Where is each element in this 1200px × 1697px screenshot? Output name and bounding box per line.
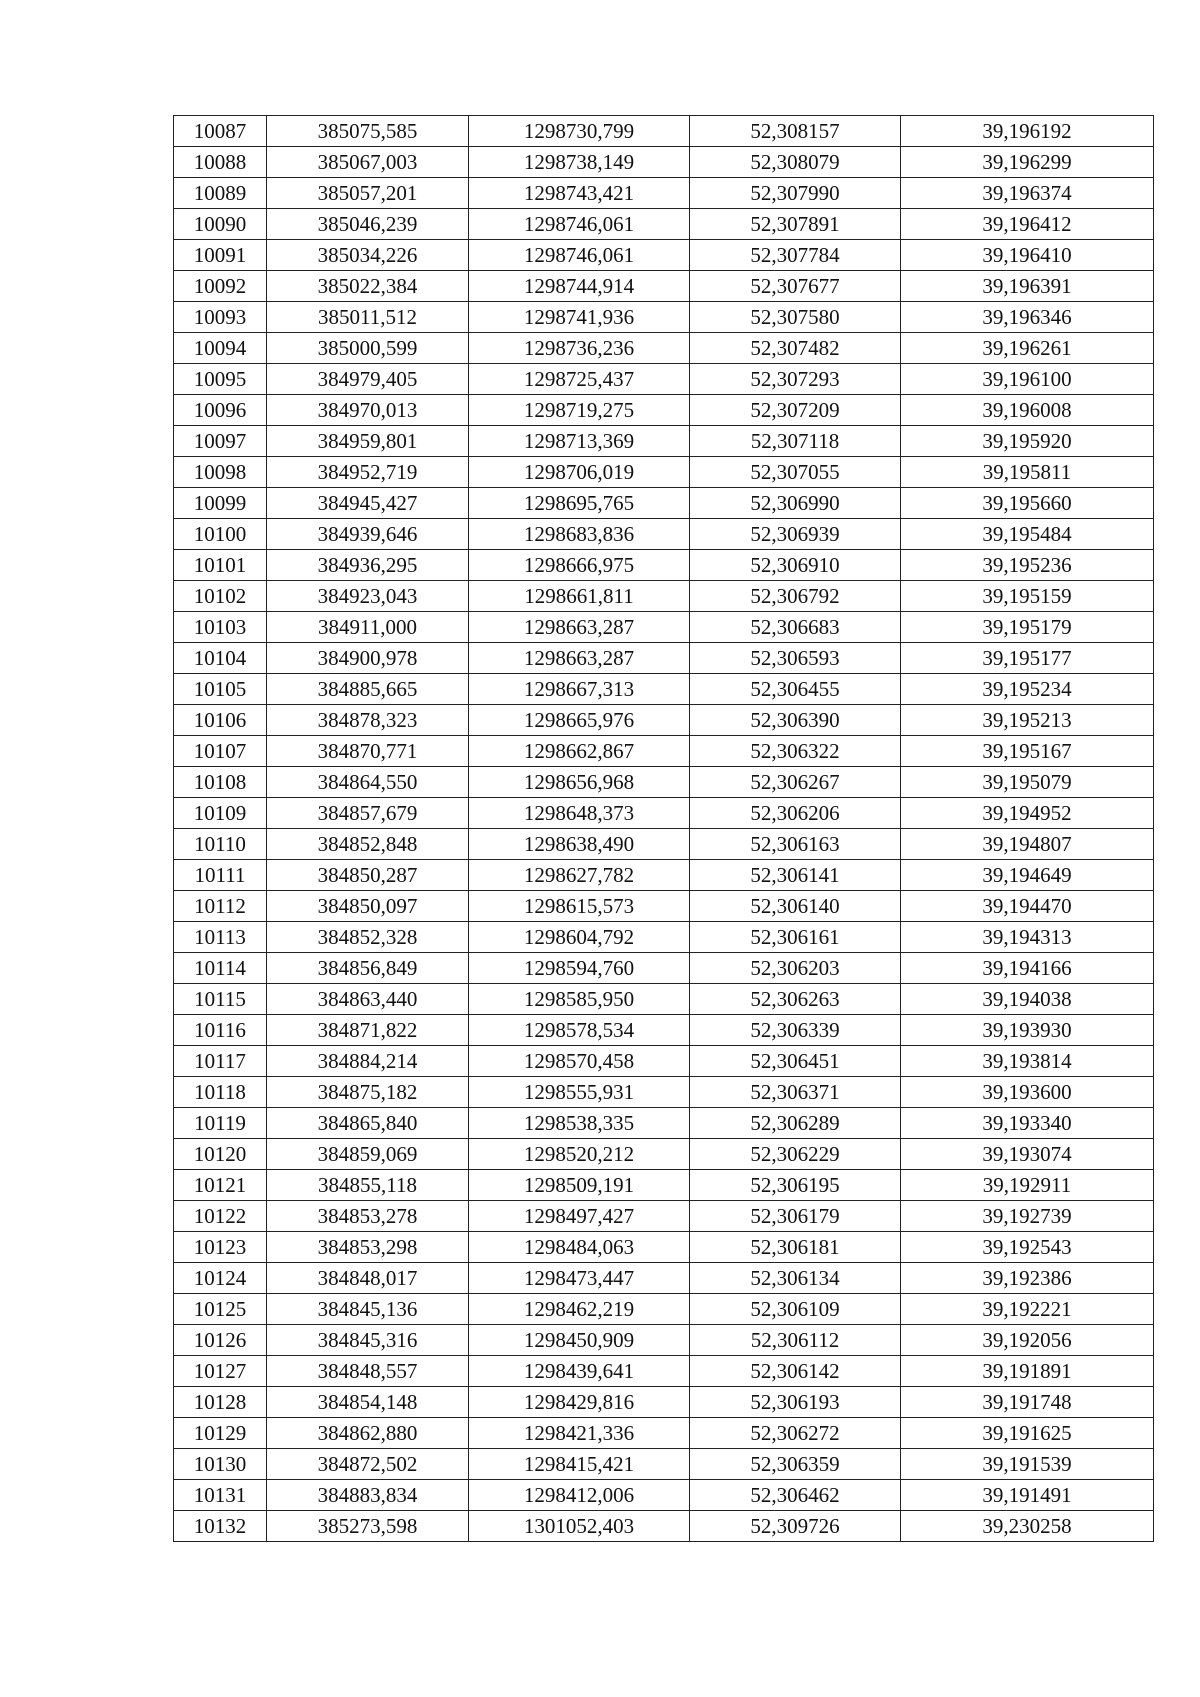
cell-longitude: 39,192056 <box>901 1325 1154 1356</box>
cell-point-number: 10100 <box>174 519 267 550</box>
cell-y-coordinate: 1298730,799 <box>469 116 690 147</box>
cell-x-coordinate: 385034,226 <box>267 240 469 271</box>
cell-y-coordinate: 1298746,061 <box>469 240 690 271</box>
cell-latitude: 52,306206 <box>690 798 901 829</box>
cell-y-coordinate: 1298744,914 <box>469 271 690 302</box>
cell-x-coordinate: 385011,512 <box>267 302 469 333</box>
cell-x-coordinate: 384864,550 <box>267 767 469 798</box>
cell-latitude: 52,307209 <box>690 395 901 426</box>
cell-point-number: 10105 <box>174 674 267 705</box>
cell-latitude: 52,307293 <box>690 364 901 395</box>
cell-y-coordinate: 1298538,335 <box>469 1108 690 1139</box>
table-row <box>174 519 1154 550</box>
cell-latitude: 52,306134 <box>690 1263 901 1294</box>
cell-latitude: 52,306451 <box>690 1046 901 1077</box>
cell-x-coordinate: 385022,384 <box>267 271 469 302</box>
cell-point-number: 10095 <box>174 364 267 395</box>
cell-latitude: 52,307482 <box>690 333 901 364</box>
cell-y-coordinate: 1298520,212 <box>469 1139 690 1170</box>
cell-point-number: 10131 <box>174 1480 267 1511</box>
cell-point-number: 10120 <box>174 1139 267 1170</box>
cell-latitude: 52,306263 <box>690 984 901 1015</box>
coordinates-table <box>173 115 1154 1542</box>
cell-x-coordinate: 384911,000 <box>267 612 469 643</box>
cell-longitude: 39,196008 <box>901 395 1154 426</box>
cell-latitude: 52,306910 <box>690 550 901 581</box>
cell-y-coordinate: 1298695,765 <box>469 488 690 519</box>
cell-longitude: 39,230258 <box>901 1511 1154 1542</box>
table-row <box>174 1387 1154 1418</box>
cell-point-number: 10125 <box>174 1294 267 1325</box>
cell-latitude: 52,306267 <box>690 767 901 798</box>
cell-point-number: 10126 <box>174 1325 267 1356</box>
cell-x-coordinate: 384853,298 <box>267 1232 469 1263</box>
cell-longitude: 39,196299 <box>901 147 1154 178</box>
cell-point-number: 10087 <box>174 116 267 147</box>
table-row <box>174 1015 1154 1046</box>
cell-latitude: 52,306359 <box>690 1449 901 1480</box>
cell-y-coordinate: 1298725,437 <box>469 364 690 395</box>
cell-y-coordinate: 1298713,369 <box>469 426 690 457</box>
table-row <box>174 333 1154 364</box>
cell-y-coordinate: 1298585,950 <box>469 984 690 1015</box>
cell-point-number: 10094 <box>174 333 267 364</box>
table-row <box>174 364 1154 395</box>
cell-x-coordinate: 385075,585 <box>267 116 469 147</box>
cell-longitude: 39,196374 <box>901 178 1154 209</box>
cell-latitude: 52,306161 <box>690 922 901 953</box>
cell-longitude: 39,193600 <box>901 1077 1154 1108</box>
cell-latitude: 52,307580 <box>690 302 901 333</box>
cell-point-number: 10127 <box>174 1356 267 1387</box>
cell-longitude: 39,195811 <box>901 457 1154 488</box>
cell-x-coordinate: 384850,287 <box>267 860 469 891</box>
table-row <box>174 1263 1154 1294</box>
table-row <box>174 426 1154 457</box>
cell-latitude: 52,306179 <box>690 1201 901 1232</box>
cell-y-coordinate: 1298509,191 <box>469 1170 690 1201</box>
cell-point-number: 10093 <box>174 302 267 333</box>
cell-longitude: 39,195159 <box>901 581 1154 612</box>
cell-x-coordinate: 384857,679 <box>267 798 469 829</box>
cell-y-coordinate: 1298663,287 <box>469 612 690 643</box>
table-row <box>174 457 1154 488</box>
cell-longitude: 39,195236 <box>901 550 1154 581</box>
table-row <box>174 1170 1154 1201</box>
table-row <box>174 612 1154 643</box>
cell-x-coordinate: 384854,148 <box>267 1387 469 1418</box>
cell-longitude: 39,195079 <box>901 767 1154 798</box>
cell-latitude: 52,307055 <box>690 457 901 488</box>
cell-y-coordinate: 1298738,149 <box>469 147 690 178</box>
cell-y-coordinate: 1298683,836 <box>469 519 690 550</box>
cell-point-number: 10111 <box>174 860 267 891</box>
cell-latitude: 52,309726 <box>690 1511 901 1542</box>
cell-latitude: 52,307784 <box>690 240 901 271</box>
cell-latitude: 52,306109 <box>690 1294 901 1325</box>
cell-longitude: 39,196391 <box>901 271 1154 302</box>
cell-point-number: 10103 <box>174 612 267 643</box>
cell-x-coordinate: 384850,097 <box>267 891 469 922</box>
cell-x-coordinate: 384859,069 <box>267 1139 469 1170</box>
cell-y-coordinate: 1298412,006 <box>469 1480 690 1511</box>
cell-longitude: 39,196261 <box>901 333 1154 364</box>
table-row <box>174 1511 1154 1542</box>
cell-x-coordinate: 384856,849 <box>267 953 469 984</box>
cell-latitude: 52,306195 <box>690 1170 901 1201</box>
cell-x-coordinate: 384936,295 <box>267 550 469 581</box>
cell-y-coordinate: 1298627,782 <box>469 860 690 891</box>
cell-latitude: 52,306455 <box>690 674 901 705</box>
cell-longitude: 39,195920 <box>901 426 1154 457</box>
cell-longitude: 39,194166 <box>901 953 1154 984</box>
table-row <box>174 829 1154 860</box>
cell-point-number: 10101 <box>174 550 267 581</box>
cell-point-number: 10110 <box>174 829 267 860</box>
table-row <box>174 1418 1154 1449</box>
cell-point-number: 10106 <box>174 705 267 736</box>
cell-latitude: 52,306142 <box>690 1356 901 1387</box>
cell-longitude: 39,192386 <box>901 1263 1154 1294</box>
cell-longitude: 39,196192 <box>901 116 1154 147</box>
cell-longitude: 39,196410 <box>901 240 1154 271</box>
cell-point-number: 10109 <box>174 798 267 829</box>
cell-latitude: 52,306593 <box>690 643 901 674</box>
cell-longitude: 39,196412 <box>901 209 1154 240</box>
cell-y-coordinate: 1298719,275 <box>469 395 690 426</box>
cell-y-coordinate: 1298661,811 <box>469 581 690 612</box>
table-row <box>174 798 1154 829</box>
cell-y-coordinate: 1298439,641 <box>469 1356 690 1387</box>
cell-point-number: 10088 <box>174 147 267 178</box>
cell-longitude: 39,194038 <box>901 984 1154 1015</box>
cell-x-coordinate: 385000,599 <box>267 333 469 364</box>
table-row <box>174 922 1154 953</box>
cell-x-coordinate: 385057,201 <box>267 178 469 209</box>
cell-point-number: 10132 <box>174 1511 267 1542</box>
cell-y-coordinate: 1298497,427 <box>469 1201 690 1232</box>
cell-y-coordinate: 1298415,421 <box>469 1449 690 1480</box>
cell-point-number: 10124 <box>174 1263 267 1294</box>
cell-y-coordinate: 1298570,458 <box>469 1046 690 1077</box>
cell-y-coordinate: 1298662,867 <box>469 736 690 767</box>
cell-y-coordinate: 1298746,061 <box>469 209 690 240</box>
cell-point-number: 10091 <box>174 240 267 271</box>
cell-y-coordinate: 1298663,287 <box>469 643 690 674</box>
cell-longitude: 39,194807 <box>901 829 1154 860</box>
table-row <box>174 891 1154 922</box>
cell-y-coordinate: 1298484,063 <box>469 1232 690 1263</box>
cell-longitude: 39,195179 <box>901 612 1154 643</box>
cell-y-coordinate: 1298462,219 <box>469 1294 690 1325</box>
cell-longitude: 39,191748 <box>901 1387 1154 1418</box>
cell-y-coordinate: 1298648,373 <box>469 798 690 829</box>
table-row <box>174 1108 1154 1139</box>
cell-point-number: 10108 <box>174 767 267 798</box>
table-row <box>174 1232 1154 1263</box>
cell-x-coordinate: 384848,017 <box>267 1263 469 1294</box>
cell-x-coordinate: 384878,323 <box>267 705 469 736</box>
cell-x-coordinate: 384923,043 <box>267 581 469 612</box>
table-row <box>174 1046 1154 1077</box>
cell-latitude: 52,306289 <box>690 1108 901 1139</box>
table-row <box>174 178 1154 209</box>
table-row <box>174 395 1154 426</box>
cell-point-number: 10128 <box>174 1387 267 1418</box>
cell-x-coordinate: 384885,665 <box>267 674 469 705</box>
cell-x-coordinate: 384848,557 <box>267 1356 469 1387</box>
cell-point-number: 10117 <box>174 1046 267 1077</box>
cell-x-coordinate: 384952,719 <box>267 457 469 488</box>
cell-y-coordinate: 1298667,313 <box>469 674 690 705</box>
cell-longitude: 39,192739 <box>901 1201 1154 1232</box>
table-row <box>174 240 1154 271</box>
cell-y-coordinate: 1298421,336 <box>469 1418 690 1449</box>
cell-point-number: 10099 <box>174 488 267 519</box>
cell-y-coordinate: 1298741,936 <box>469 302 690 333</box>
cell-latitude: 52,308157 <box>690 116 901 147</box>
cell-y-coordinate: 1298594,760 <box>469 953 690 984</box>
cell-point-number: 10097 <box>174 426 267 457</box>
cell-latitude: 52,306112 <box>690 1325 901 1356</box>
cell-point-number: 10098 <box>174 457 267 488</box>
cell-x-coordinate: 384852,848 <box>267 829 469 860</box>
cell-latitude: 52,307677 <box>690 271 901 302</box>
table-row <box>174 1139 1154 1170</box>
cell-x-coordinate: 384845,316 <box>267 1325 469 1356</box>
table-row <box>174 705 1154 736</box>
table-row <box>174 209 1154 240</box>
table-row <box>174 984 1154 1015</box>
cell-x-coordinate: 384970,013 <box>267 395 469 426</box>
cell-latitude: 52,306371 <box>690 1077 901 1108</box>
cell-latitude: 52,307891 <box>690 209 901 240</box>
cell-longitude: 39,193074 <box>901 1139 1154 1170</box>
cell-latitude: 52,306272 <box>690 1418 901 1449</box>
table-row <box>174 953 1154 984</box>
cell-point-number: 10096 <box>174 395 267 426</box>
cell-longitude: 39,191891 <box>901 1356 1154 1387</box>
cell-x-coordinate: 384871,822 <box>267 1015 469 1046</box>
cell-longitude: 39,196346 <box>901 302 1154 333</box>
table-row <box>174 1201 1154 1232</box>
cell-latitude: 52,307118 <box>690 426 901 457</box>
cell-x-coordinate: 384875,182 <box>267 1077 469 1108</box>
cell-x-coordinate: 384900,978 <box>267 643 469 674</box>
table-row <box>174 1449 1154 1480</box>
cell-point-number: 10130 <box>174 1449 267 1480</box>
cell-longitude: 39,192911 <box>901 1170 1154 1201</box>
table-row <box>174 302 1154 333</box>
cell-y-coordinate: 1298736,236 <box>469 333 690 364</box>
table-row <box>174 581 1154 612</box>
cell-longitude: 39,194952 <box>901 798 1154 829</box>
table-row <box>174 147 1154 178</box>
cell-x-coordinate: 384979,405 <box>267 364 469 395</box>
cell-point-number: 10122 <box>174 1201 267 1232</box>
cell-point-number: 10102 <box>174 581 267 612</box>
cell-latitude: 52,308079 <box>690 147 901 178</box>
cell-point-number: 10113 <box>174 922 267 953</box>
cell-y-coordinate: 1298706,019 <box>469 457 690 488</box>
cell-latitude: 52,306163 <box>690 829 901 860</box>
cell-x-coordinate: 384872,502 <box>267 1449 469 1480</box>
table-row <box>174 488 1154 519</box>
cell-latitude: 52,306990 <box>690 488 901 519</box>
cell-longitude: 39,195213 <box>901 705 1154 736</box>
cell-point-number: 10090 <box>174 209 267 240</box>
cell-point-number: 10129 <box>174 1418 267 1449</box>
cell-y-coordinate: 1301052,403 <box>469 1511 690 1542</box>
cell-x-coordinate: 384883,834 <box>267 1480 469 1511</box>
cell-point-number: 10114 <box>174 953 267 984</box>
cell-x-coordinate: 385067,003 <box>267 147 469 178</box>
cell-x-coordinate: 384870,771 <box>267 736 469 767</box>
cell-longitude: 39,194649 <box>901 860 1154 891</box>
cell-latitude: 52,306792 <box>690 581 901 612</box>
cell-longitude: 39,195177 <box>901 643 1154 674</box>
cell-point-number: 10104 <box>174 643 267 674</box>
cell-x-coordinate: 384865,840 <box>267 1108 469 1139</box>
cell-longitude: 39,191625 <box>901 1418 1154 1449</box>
cell-y-coordinate: 1298743,421 <box>469 178 690 209</box>
cell-point-number: 10092 <box>174 271 267 302</box>
cell-point-number: 10112 <box>174 891 267 922</box>
cell-point-number: 10118 <box>174 1077 267 1108</box>
cell-longitude: 39,193814 <box>901 1046 1154 1077</box>
cell-latitude: 52,306683 <box>690 612 901 643</box>
cell-longitude: 39,196100 <box>901 364 1154 395</box>
cell-latitude: 52,306181 <box>690 1232 901 1263</box>
cell-longitude: 39,193340 <box>901 1108 1154 1139</box>
cell-y-coordinate: 1298615,573 <box>469 891 690 922</box>
cell-point-number: 10107 <box>174 736 267 767</box>
cell-y-coordinate: 1298604,792 <box>469 922 690 953</box>
cell-latitude: 52,306339 <box>690 1015 901 1046</box>
cell-latitude: 52,306203 <box>690 953 901 984</box>
cell-x-coordinate: 384852,328 <box>267 922 469 953</box>
cell-point-number: 10089 <box>174 178 267 209</box>
coordinates-table-body <box>174 116 1154 1542</box>
cell-longitude: 39,192543 <box>901 1232 1154 1263</box>
cell-longitude: 39,195234 <box>901 674 1154 705</box>
cell-y-coordinate: 1298578,534 <box>469 1015 690 1046</box>
cell-x-coordinate: 384939,646 <box>267 519 469 550</box>
cell-x-coordinate: 385046,239 <box>267 209 469 240</box>
cell-x-coordinate: 384863,440 <box>267 984 469 1015</box>
table-row <box>174 767 1154 798</box>
cell-latitude: 52,306462 <box>690 1480 901 1511</box>
cell-y-coordinate: 1298656,968 <box>469 767 690 798</box>
cell-x-coordinate: 384845,136 <box>267 1294 469 1325</box>
cell-x-coordinate: 384945,427 <box>267 488 469 519</box>
cell-y-coordinate: 1298555,931 <box>469 1077 690 1108</box>
cell-y-coordinate: 1298666,975 <box>469 550 690 581</box>
table-row <box>174 1077 1154 1108</box>
cell-latitude: 52,306193 <box>690 1387 901 1418</box>
table-row <box>174 1356 1154 1387</box>
cell-x-coordinate: 384853,278 <box>267 1201 469 1232</box>
cell-y-coordinate: 1298638,490 <box>469 829 690 860</box>
cell-point-number: 10116 <box>174 1015 267 1046</box>
cell-y-coordinate: 1298429,816 <box>469 1387 690 1418</box>
cell-x-coordinate: 384959,801 <box>267 426 469 457</box>
cell-y-coordinate: 1298450,909 <box>469 1325 690 1356</box>
cell-latitude: 52,306939 <box>690 519 901 550</box>
cell-longitude: 39,194313 <box>901 922 1154 953</box>
cell-longitude: 39,192221 <box>901 1294 1154 1325</box>
table-row <box>174 1480 1154 1511</box>
cell-latitude: 52,306140 <box>690 891 901 922</box>
cell-latitude: 52,306141 <box>690 860 901 891</box>
cell-point-number: 10121 <box>174 1170 267 1201</box>
cell-x-coordinate: 384855,118 <box>267 1170 469 1201</box>
table-row <box>174 116 1154 147</box>
cell-y-coordinate: 1298665,976 <box>469 705 690 736</box>
table-row <box>174 674 1154 705</box>
table-row <box>174 1325 1154 1356</box>
cell-point-number: 10119 <box>174 1108 267 1139</box>
cell-longitude: 39,194470 <box>901 891 1154 922</box>
cell-x-coordinate: 384862,880 <box>267 1418 469 1449</box>
cell-longitude: 39,193930 <box>901 1015 1154 1046</box>
cell-x-coordinate: 385273,598 <box>267 1511 469 1542</box>
cell-latitude: 52,306322 <box>690 736 901 767</box>
table-row <box>174 736 1154 767</box>
cell-x-coordinate: 384884,214 <box>267 1046 469 1077</box>
cell-point-number: 10115 <box>174 984 267 1015</box>
cell-longitude: 39,195484 <box>901 519 1154 550</box>
table-row <box>174 550 1154 581</box>
table-row <box>174 1294 1154 1325</box>
cell-longitude: 39,195167 <box>901 736 1154 767</box>
cell-longitude: 39,191539 <box>901 1449 1154 1480</box>
cell-latitude: 52,306390 <box>690 705 901 736</box>
cell-latitude: 52,307990 <box>690 178 901 209</box>
table-row <box>174 860 1154 891</box>
cell-latitude: 52,306229 <box>690 1139 901 1170</box>
cell-longitude: 39,195660 <box>901 488 1154 519</box>
table-row <box>174 643 1154 674</box>
cell-point-number: 10123 <box>174 1232 267 1263</box>
table-row <box>174 271 1154 302</box>
cell-longitude: 39,191491 <box>901 1480 1154 1511</box>
cell-y-coordinate: 1298473,447 <box>469 1263 690 1294</box>
